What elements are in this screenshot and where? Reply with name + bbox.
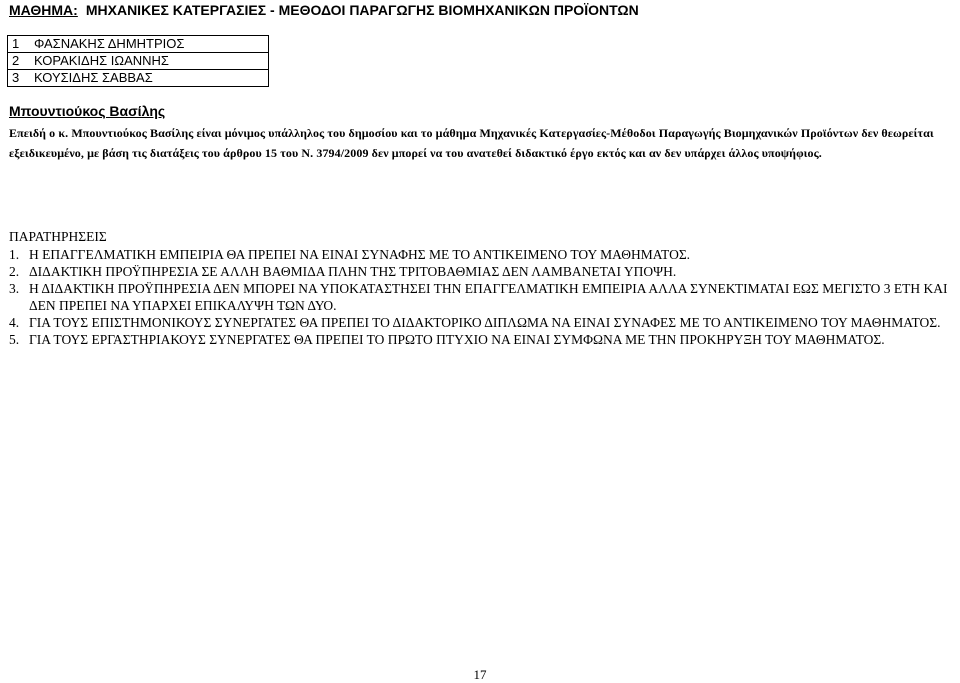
candidate-name: ΚΟΡΑΚΙΔΗΣ ΙΩΑΝΝΗΣ bbox=[24, 53, 269, 70]
note-text: Η ΕΠΑΓΓΕΛΜΑΤΙΚΗ ΕΜΠΕΙΡΙΑ ΘΑ ΠΡΕΠΕΙ ΝΑ ΕΙΝΑΙ ΣΥΝΑΦΗΣ ΜΕ ΤΟ ΑΝΤΙΚΕΙΜΕΝΟ ΤΟΥ ΜΑΘΗΜΑΤΟΣ. bbox=[29, 247, 691, 262]
note-text: Η ΔΙΔΑΚΤΙΚΗ ΠΡΟΫΠΗΡΕΣΙΑ ΔΕΝ ΜΠΟΡΕΙ ΝΑ ΥΠΟΚΑΤΑΣΤΗΣΕΙ ΤΗΝ ΕΠΑΓΓΕΛΜΑΤΙΚΗ ΕΜΠΕΙΡΙΑ ΑΛΛΑ ΣΥΝΕΚΤΙΜΑΤΑΙ ΕΩΣ ΜΕΓΙΣΤΟ 3 ΕΤΗ ΚΑΙ ΔΕΝ ΠΡΕΠΕΙ ΝΑ ΥΠΑΡΧΕΙ ΕΠΙΚΑΛΥΨΗ ΤΩΝ ΔΥΟ. bbox=[29, 281, 948, 313]
table-row bbox=[8, 70, 269, 87]
note-number: 2. bbox=[9, 264, 20, 279]
subject-title: ΜΗΧΑΝΙΚΕΣ ΚΑΤΕΡΓΑΣΙΕΣ - ΜΕΘΟΔΟΙ ΠΑΡΑΓΩΓΗΣ ΒΙΟΜΗΧΑΝΙΚΩΝ ΠΡΟΪΟΝΤΩΝ bbox=[85, 2, 639, 18]
candidate-number: 2 bbox=[8, 53, 25, 70]
table-row bbox=[8, 36, 269, 53]
notes-section bbox=[9, 228, 957, 348]
list-item bbox=[9, 246, 957, 263]
list-item bbox=[9, 280, 957, 314]
notes-title: ΠΑΡΑΤΗΡΗΣΕΙΣ bbox=[9, 229, 107, 244]
note-number: 3. bbox=[9, 281, 20, 296]
candidates-table bbox=[7, 35, 269, 87]
list-item bbox=[9, 331, 957, 348]
candidate-number: 1 bbox=[8, 36, 25, 53]
list-item bbox=[9, 314, 957, 331]
subject-heading bbox=[9, 2, 639, 18]
note-text: ΓΙΑ ΤΟΥΣ ΕΡΓΑΣΤΗΡΙΑΚΟΥΣ ΣΥΝΕΡΓΑΤΕΣ ΘΑ ΠΡΕΠΕΙ ΤΟ ΠΡΩΤΟ ΠΤΥΧΙΟ ΝΑ ΕΙΝΑΙ ΣΥΜΦΩΝΑ ΜΕ ΤΗΝ ΠΡΟΚΗΡΥΞΗ ΤΟΥ ΜΑΘΗΜΑΤΟΣ. bbox=[29, 332, 885, 347]
candidate-name: ΚΟΥΣΙΔΗΣ ΣΑΒΒΑΣ bbox=[24, 70, 269, 87]
exclusion-reason: Επειδή ο κ. Μπουντιούκος Βασίλης είναι μόνιμος υπάλληλος του δημοσίου και το μάθημα Μηχανικές Κατεργασίες-Μέθοδοι Παραγωγής Βιομηχανικών Προϊόντων δεν θεωρείται εξειδικευμένο, με βάση τις διατάξεις του άρθρου 15 του Ν. 3794/2009 δεν μπορεί να του ανατεθεί διδακτικό έργο εκτός και αν δεν υπάρχει άλλος υποψήφιος. bbox=[9, 126, 934, 160]
candidate-number: 3 bbox=[8, 70, 25, 87]
table-row bbox=[8, 53, 269, 70]
note-text: ΔΙΔΑΚΤΙΚΗ ΠΡΟΫΠΗΡΕΣΙΑ ΣΕ ΑΛΛΗ ΒΑΘΜΙΔΑ ΠΛΗΝ ΤΗΣ ΤΡΙΤΟΒΑΘΜΙΑΣ ΔΕΝ ΛΑΜΒΑΝΕΤΑΙ ΥΠΟΨΗ. bbox=[29, 264, 677, 279]
page-number: 17 bbox=[473, 667, 487, 682]
note-number: 1. bbox=[9, 247, 20, 262]
excluded-candidate-name: Μπουντιούκος Βασίλης bbox=[9, 103, 166, 119]
note-text: ΓΙΑ ΤΟΥΣ ΕΠΙΣΤΗΜΟΝΙΚΟΥΣ ΣΥΝΕΡΓΑΤΕΣ ΘΑ ΠΡΕΠΕΙ ΤΟ ΔΙΔΑΚΤΟΡΙΚΟ ΔΙΠΛΩΜΑ ΝΑ ΕΙΝΑΙ ΣΥΝΑΦΕΣ ΜΕ ΤΟ ΑΝΤΙΚΕΙΜΕΝΟ ΤΟΥ ΜΑΘΗΜΑΤΟΣ. bbox=[29, 315, 941, 330]
note-number: 5. bbox=[9, 332, 20, 347]
subject-label: ΜΑΘΗΜΑ: bbox=[9, 2, 78, 18]
list-item bbox=[9, 263, 957, 280]
candidate-name: ΦΑΣΝΑΚΗΣ ΔΗΜΗΤΡΙΟΣ bbox=[24, 36, 269, 53]
note-number: 4. bbox=[9, 315, 20, 330]
